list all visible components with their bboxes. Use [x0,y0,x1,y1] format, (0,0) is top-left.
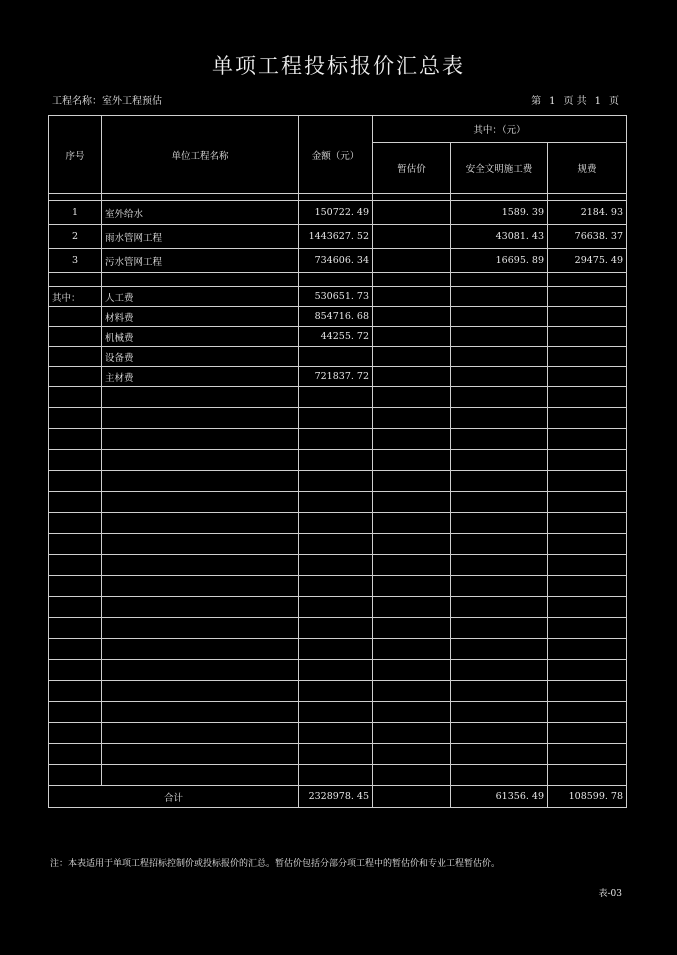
cell [451,534,548,555]
header-safety: 安全文明施工费 [451,143,548,194]
cell [299,744,373,765]
cell [548,723,627,744]
cell [451,387,548,408]
total-label: 合计 [49,786,299,808]
table-row [49,471,627,492]
cell [548,327,627,347]
table-row [49,408,627,429]
table-row [49,429,627,450]
cell [102,744,299,765]
cell [451,429,548,450]
cell [451,492,548,513]
cell [102,194,299,201]
breakdown-amount: 721837. 72 [299,367,373,387]
row-amount: 734606. 34 [299,249,373,273]
row-seq: 3 [49,249,102,273]
breakdown-amount: 44255. 72 [299,327,373,347]
cell [373,307,451,327]
cell [373,429,451,450]
cell [299,429,373,450]
cell [373,408,451,429]
cell [49,555,102,576]
cell [299,723,373,744]
table-row [49,249,627,273]
cell [299,681,373,702]
cell [49,513,102,534]
cell [373,660,451,681]
row-fees: 29475. 49 [548,249,627,273]
cell [49,408,102,429]
cell [451,307,548,327]
cell [548,534,627,555]
cell [299,765,373,786]
row-provisional [373,249,451,273]
breakdown-label: 其中： [49,287,102,307]
row-amount: 1443627. 52 [299,225,373,249]
cell [373,513,451,534]
cell [373,347,451,367]
cell [373,765,451,786]
cell [102,639,299,660]
page-suffix: 页 [609,96,619,107]
table-row [49,723,627,744]
table-row [49,327,627,347]
cell [49,597,102,618]
table-row [49,618,627,639]
cell [373,471,451,492]
cell [373,367,451,387]
table-row [49,597,627,618]
cell [451,618,548,639]
cell [451,287,548,307]
page-prefix: 第 [531,96,542,107]
page-indicator [527,92,623,107]
cell [102,660,299,681]
footnote: 注：本表适用于单项工程招标控制价或投标报价的汇总。暂估价包括分部分项工程中的暂估价和专业工程暂估价。 [50,859,501,869]
cell [548,639,627,660]
total-row [49,786,627,808]
cell [49,681,102,702]
cell [49,471,102,492]
cell [373,744,451,765]
cell [373,597,451,618]
page-middle: 页 共 [563,96,587,107]
cell [102,492,299,513]
table-row [49,225,627,249]
table-row [49,450,627,471]
cell [299,450,373,471]
breakdown-name: 材料费 [102,307,299,327]
cell [49,765,102,786]
cell [451,597,548,618]
row-fees: 2184. 93 [548,201,627,225]
breakdown-name: 人工费 [102,287,299,307]
table-row [49,765,627,786]
cell [548,471,627,492]
cell [451,327,548,347]
cell [102,555,299,576]
table-row [49,744,627,765]
cell [102,450,299,471]
cell [49,618,102,639]
cell [299,387,373,408]
cell [548,618,627,639]
cell [49,744,102,765]
table-row [49,347,627,367]
page-total: 1 [594,96,601,107]
cell [299,492,373,513]
cell [548,450,627,471]
table-row [49,287,627,307]
cell [49,307,102,327]
cell [373,555,451,576]
cell [373,387,451,408]
cell [49,723,102,744]
cell [102,702,299,723]
cell [548,492,627,513]
summary-table [48,115,627,808]
cell [373,723,451,744]
cell [451,744,548,765]
cell [451,471,548,492]
cell [299,597,373,618]
cell [451,765,548,786]
cell [451,513,548,534]
table-row [49,492,627,513]
cell [451,450,548,471]
cell [102,765,299,786]
cell [451,576,548,597]
cell [548,660,627,681]
cell [451,367,548,387]
cell [548,513,627,534]
cell [451,347,548,367]
cell [102,534,299,555]
cell [373,492,451,513]
cell [49,576,102,597]
cell [548,387,627,408]
cell [299,639,373,660]
cell [548,744,627,765]
cell [451,723,548,744]
cell [49,492,102,513]
total-amount: 2328978. 45 [299,786,373,808]
cell [102,408,299,429]
header-seq: 序号 [49,116,102,194]
cell [548,287,627,307]
cell [102,723,299,744]
cell [49,387,102,408]
header-of-which: 其中：（元） [373,116,627,143]
cell [299,408,373,429]
total-fees: 108599. 78 [548,786,627,808]
table-row [49,555,627,576]
cell [451,555,548,576]
cell [299,534,373,555]
cell [548,765,627,786]
row-amount: 150722. 49 [299,201,373,225]
row-safety: 16695. 89 [451,249,548,273]
cell [548,597,627,618]
project-name: 工程名称：室外工程预估 [52,96,162,107]
cell [299,273,373,287]
table-row [49,702,627,723]
cell [102,597,299,618]
header-name: 单位工程名称 [102,116,299,194]
cell [548,367,627,387]
cell [373,702,451,723]
cell [102,471,299,492]
cell [49,450,102,471]
page-current: 1 [549,96,556,107]
cell [548,307,627,327]
cell [102,273,299,287]
row-seq: 1 [49,201,102,225]
cell [451,660,548,681]
row-safety: 43081. 43 [451,225,548,249]
table-row [49,513,627,534]
row-name: 雨水管网工程 [102,225,299,249]
cell [49,327,102,347]
cell [373,450,451,471]
cell [451,702,548,723]
cell [49,194,102,201]
breakdown-name: 设备费 [102,347,299,367]
cell [548,194,627,201]
cell [548,408,627,429]
cell [49,660,102,681]
cell [49,347,102,367]
table-row [49,307,627,327]
cell [373,534,451,555]
cell [49,534,102,555]
cell [102,429,299,450]
cell [49,639,102,660]
cell [49,273,102,287]
table-row [49,681,627,702]
cell [451,681,548,702]
cell [102,576,299,597]
row-provisional [373,225,451,249]
cell [102,618,299,639]
cell [451,273,548,287]
row-name: 污水管网工程 [102,249,299,273]
total-provisional [373,786,451,808]
cell [102,513,299,534]
header-amount: 金额（元） [299,116,373,194]
cell [451,639,548,660]
breakdown-amount [299,347,373,367]
cell [548,702,627,723]
table-row [49,387,627,408]
table-row [49,194,627,201]
row-safety: 1589. 39 [451,201,548,225]
cell [49,367,102,387]
cell [299,702,373,723]
table-row [49,201,627,225]
cell [373,618,451,639]
cell [548,273,627,287]
cell [299,471,373,492]
table-row [49,576,627,597]
cell [102,681,299,702]
header-provisional: 暂估价 [373,143,451,194]
cell [299,513,373,534]
breakdown-amount: 530651. 73 [299,287,373,307]
cell [299,660,373,681]
table-row [49,367,627,387]
row-seq: 2 [49,225,102,249]
cell [548,555,627,576]
cell [373,576,451,597]
cell [373,273,451,287]
row-fees: 76638. 37 [548,225,627,249]
cell [373,639,451,660]
breakdown-name: 机械费 [102,327,299,347]
cell [548,681,627,702]
cell [451,408,548,429]
cell [548,347,627,367]
cell [299,618,373,639]
cell [373,194,451,201]
cell [102,387,299,408]
table-row [49,534,627,555]
breakdown-amount: 854716. 68 [299,307,373,327]
table-row [49,273,627,287]
cell [548,576,627,597]
cell [373,327,451,347]
cell [373,681,451,702]
cell [299,194,373,201]
total-safety: 61356. 49 [451,786,548,808]
cell [49,702,102,723]
row-name: 室外给水 [102,201,299,225]
breakdown-name: 主材费 [102,367,299,387]
cell [299,576,373,597]
cell [49,429,102,450]
page-title: 单项工程投标报价汇总表 [212,54,465,78]
cell [548,429,627,450]
form-code: 表-03 [598,889,622,899]
table-row [49,660,627,681]
header-fees: 规费 [548,143,627,194]
row-provisional [373,201,451,225]
cell [373,287,451,307]
cell [299,555,373,576]
table-row [49,639,627,660]
cell [451,194,548,201]
